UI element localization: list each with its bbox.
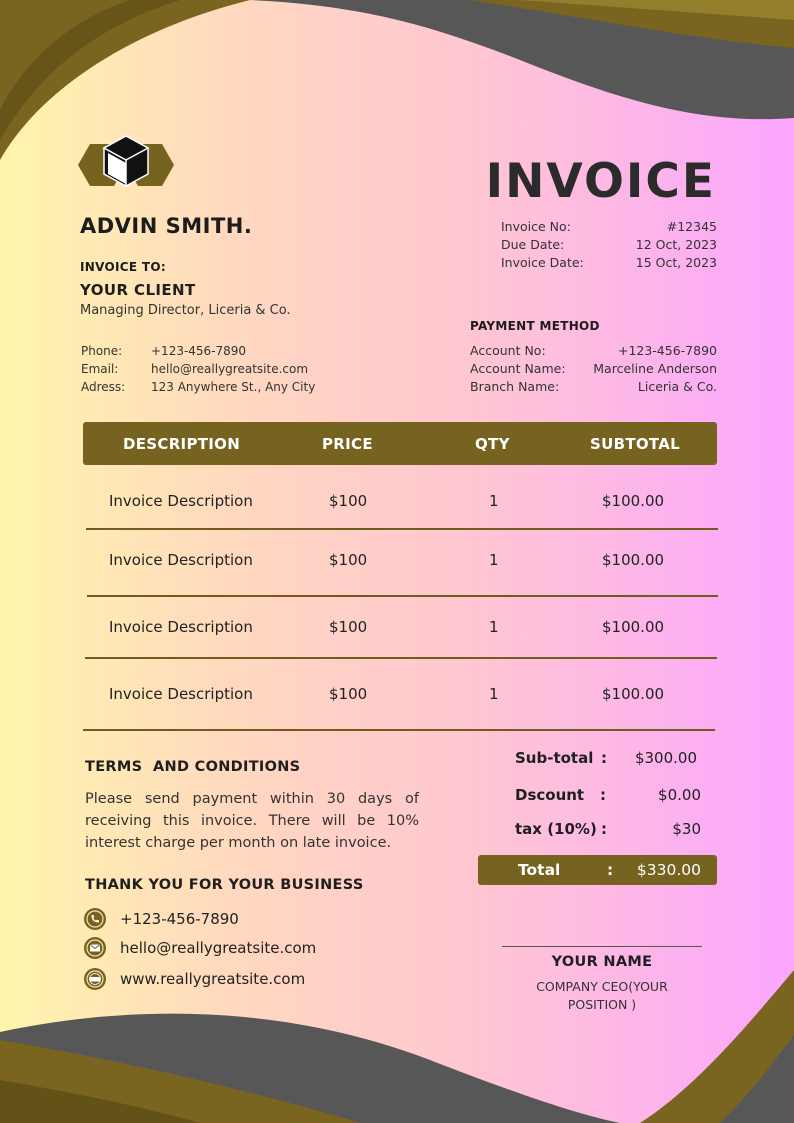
cell-description: Invoice Description <box>109 618 253 636</box>
total-bar <box>478 855 717 885</box>
invoice-date-row <box>501 254 717 272</box>
payment-value: Liceria & Co. <box>637 379 717 394</box>
tax-row <box>478 817 717 841</box>
summary-colon: : <box>601 820 607 838</box>
row-divider <box>87 595 718 597</box>
contact-label: Phone: <box>81 344 123 358</box>
table-row <box>83 548 717 572</box>
subtotal-row <box>478 746 717 770</box>
summary-label: Sub-total <box>515 749 594 767</box>
contact-value: 123 Anywhere St., Any City <box>151 380 316 394</box>
signature-position: COMPANY CEO(YOUR POSITION ) <box>536 979 668 1012</box>
payment-details <box>470 342 717 396</box>
cell-qty: 1 <box>489 492 499 510</box>
client-contacts <box>81 342 341 396</box>
website-icon <box>83 967 107 991</box>
summary-label: tax (10%) <box>515 820 597 838</box>
invoice-meta <box>501 218 717 272</box>
summary-value: $300.00 <box>634 749 697 767</box>
contact-row <box>81 342 341 360</box>
cell-price: $100 <box>329 551 368 569</box>
summary-label: Dscount <box>515 786 585 804</box>
total-value: $330.00 <box>636 861 701 879</box>
company-name: ADVIN SMITH. <box>80 214 253 238</box>
terms-title: TERMS AND CONDITIONS <box>85 759 301 775</box>
terms-body: Please send payment within 30 days of receiving this invoice. There will be 10% interest charge per month on late invoice. <box>85 791 419 851</box>
meta-label: Invoice Date: <box>501 255 584 270</box>
header-price: PRICE <box>322 434 373 453</box>
cell-subtotal: $100.00 <box>602 492 665 510</box>
total-colon: : <box>607 861 614 879</box>
cell-description: Invoice Description <box>109 551 253 569</box>
meta-value: 15 Oct, 2023 <box>635 255 717 270</box>
footer-phone <box>83 907 239 931</box>
footer-website <box>83 967 305 991</box>
summary-value: $30 <box>672 820 701 838</box>
header-description: DESCRIPTION <box>123 434 241 453</box>
payment-value: Marceline Anderson <box>593 361 717 376</box>
due-date-row <box>501 236 717 254</box>
row-divider <box>86 528 718 530</box>
client-role: Managing Director, Liceria & Co. <box>80 303 291 318</box>
cell-qty: 1 <box>489 685 499 703</box>
payment-label: Branch Name: <box>470 379 560 394</box>
header-qty: QTY <box>475 434 510 453</box>
signature-line <box>502 946 702 947</box>
payment-row <box>470 360 717 378</box>
payment-label: Account Name: <box>470 361 566 376</box>
footer-contact-text: www.reallygreatsite.com <box>120 970 306 988</box>
cell-subtotal: $100.00 <box>602 551 665 569</box>
contact-value: hello@reallygreatsite.com <box>151 362 309 376</box>
contact-row <box>81 360 341 378</box>
cell-price: $100 <box>329 492 368 510</box>
summary-colon: : <box>600 786 606 804</box>
table-row <box>83 489 717 513</box>
contact-label: Adress: <box>81 380 126 394</box>
payment-row <box>470 342 717 360</box>
table-row <box>83 682 717 706</box>
payment-method-heading: PAYMENT METHOD <box>470 319 600 333</box>
email-icon <box>83 936 107 960</box>
phone-icon <box>83 907 107 931</box>
cell-qty: 1 <box>489 551 499 569</box>
table-header <box>83 422 717 465</box>
discount-row <box>478 783 717 807</box>
footer-contact-text: hello@reallygreatsite.com <box>120 939 317 957</box>
meta-value: #12345 <box>666 219 717 234</box>
client-name: YOUR CLIENT <box>80 281 196 299</box>
contact-label: Email: <box>81 362 119 376</box>
cell-description: Invoice Description <box>109 685 253 703</box>
payment-row <box>470 378 717 396</box>
meta-label: Invoice No: <box>501 219 571 234</box>
cell-price: $100 <box>329 618 368 636</box>
contact-row <box>81 378 341 396</box>
meta-label: Due Date: <box>501 237 565 252</box>
invoice-to-heading: INVOICE TO: <box>80 260 166 274</box>
row-divider <box>85 657 717 659</box>
row-divider <box>83 729 715 731</box>
table-row <box>83 615 717 639</box>
cell-subtotal: $100.00 <box>602 618 665 636</box>
payment-value: +123-456-7890 <box>617 343 717 358</box>
footer-contact-text: +123-456-7890 <box>120 910 239 928</box>
cell-price: $100 <box>329 685 368 703</box>
header-subtotal: SUBTOTAL <box>590 434 681 453</box>
summary-colon: : <box>601 749 607 767</box>
invoice-number-row <box>501 218 717 236</box>
invoice-title: INVOICE <box>485 154 716 209</box>
footer-email <box>83 936 316 960</box>
summary-value: $0.00 <box>658 786 701 804</box>
total-label: Total <box>518 861 561 879</box>
thank-you-heading: THANK YOU FOR YOUR BUSINESS <box>85 877 364 893</box>
cell-description: Invoice Description <box>109 492 253 510</box>
payment-label: Account No: <box>470 343 546 358</box>
cube-logo-icon <box>78 134 174 196</box>
signature-name: YOUR NAME <box>551 954 653 970</box>
cell-qty: 1 <box>489 618 499 636</box>
contact-value: +123-456-7890 <box>151 344 247 358</box>
meta-value: 12 Oct, 2023 <box>635 237 717 252</box>
cell-subtotal: $100.00 <box>602 685 665 703</box>
